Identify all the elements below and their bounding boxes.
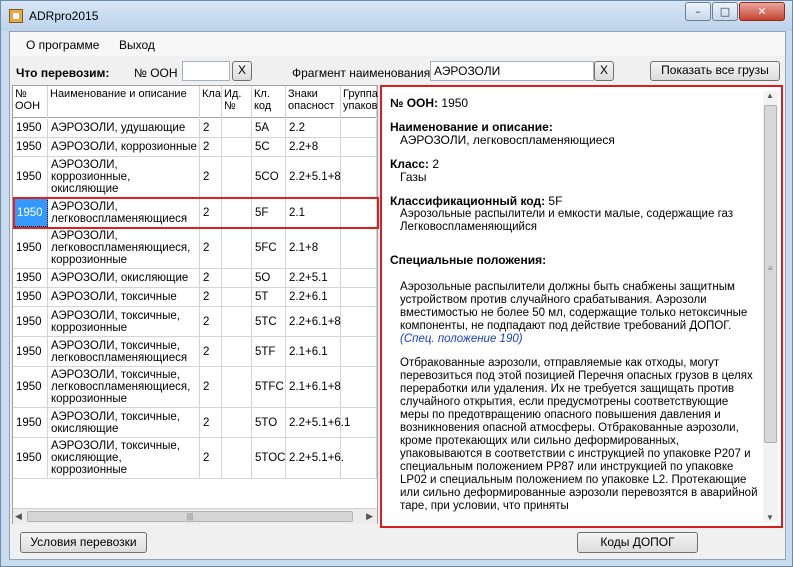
detail-class-label: Класс: bbox=[390, 157, 429, 171]
table-row[interactable] bbox=[13, 367, 377, 408]
cell-oon[interactable]: 1950 bbox=[13, 337, 48, 366]
detail-class-value: 2 bbox=[432, 157, 439, 171]
menu-exit[interactable]: Выход bbox=[119, 38, 155, 52]
cell-name[interactable]: АЭРОЗОЛИ, токсичные bbox=[48, 288, 200, 306]
cell-signs[interactable]: 2.2+5.1+6.1 bbox=[286, 408, 341, 437]
header-name[interactable]: Наименование и описание bbox=[48, 86, 200, 118]
scroll-right-icon[interactable]: ▶ bbox=[366, 511, 373, 521]
special-provision-link[interactable]: (Спец. положение 190) bbox=[400, 333, 523, 345]
adr-codes-button[interactable]: Коды ДОПОГ bbox=[577, 532, 698, 553]
clear-fragment-button[interactable]: X bbox=[594, 61, 614, 81]
detail-panel bbox=[380, 85, 783, 528]
cell-name[interactable]: АЭРОЗОЛИ, удушающие bbox=[48, 119, 200, 137]
menu-bar bbox=[10, 32, 785, 56]
scroll-down-icon[interactable]: ▼ bbox=[766, 513, 774, 522]
cell-code[interactable]: 5CO bbox=[252, 157, 286, 197]
cell-id[interactable] bbox=[222, 438, 252, 478]
cell-code[interactable]: 5T bbox=[252, 288, 286, 306]
detail-name-value: АЭРОЗОЛИ, легковоспламеняющиеся bbox=[400, 133, 615, 147]
cell-name[interactable]: АЭРОЗОЛИ, токсичные, легковоспламеняющиеся bbox=[48, 337, 200, 366]
cell-group[interactable] bbox=[341, 307, 377, 336]
cell-id[interactable] bbox=[222, 119, 252, 137]
cell-id[interactable] bbox=[222, 307, 252, 336]
cell-group[interactable] bbox=[341, 119, 377, 137]
table-row[interactable] bbox=[13, 307, 377, 337]
cell-group[interactable] bbox=[341, 288, 377, 306]
table-header bbox=[13, 86, 377, 118]
vertical-scroll-thumb[interactable] bbox=[764, 105, 777, 443]
cell-code[interactable]: 5F bbox=[252, 198, 286, 227]
cell-name[interactable]: АЭРОЗОЛИ, легковоспламеняющиеся, коррозионные bbox=[48, 228, 200, 268]
cell-id[interactable] bbox=[222, 288, 252, 306]
cell-signs[interactable]: 2.2+6.1+8 bbox=[286, 307, 341, 336]
cell-code[interactable]: 5TF bbox=[252, 337, 286, 366]
cell-oon[interactable]: 1950 bbox=[13, 408, 48, 437]
cell-oon[interactable]: 1950 bbox=[13, 228, 48, 268]
cell-group[interactable] bbox=[341, 337, 377, 366]
cell-class[interactable]: 2 bbox=[200, 367, 222, 407]
window-title: ADRpro2015 bbox=[29, 9, 99, 23]
transport-conditions-button[interactable]: Условия перевозки bbox=[20, 532, 147, 553]
cell-group[interactable] bbox=[341, 228, 377, 268]
clear-oon-button[interactable]: X bbox=[232, 61, 252, 81]
cell-id[interactable] bbox=[222, 367, 252, 407]
cell-oon[interactable]: 1950 bbox=[13, 198, 48, 227]
detail-code-desc: Аэрозольные распылители и емкости малые, содержащие газ Легковоспламеняющийся bbox=[400, 208, 734, 233]
table-row[interactable] bbox=[13, 138, 377, 157]
cell-class[interactable]: 2 bbox=[200, 337, 222, 366]
table-row[interactable] bbox=[13, 157, 377, 198]
cell-group[interactable] bbox=[341, 438, 377, 478]
cell-class[interactable]: 2 bbox=[200, 408, 222, 437]
cell-code[interactable]: 5TOC bbox=[252, 438, 286, 478]
title-bar[interactable] bbox=[1, 1, 792, 31]
header-id[interactable]: Ид. № bbox=[222, 86, 252, 118]
cell-class[interactable]: 2 bbox=[200, 307, 222, 336]
vertical-scrollbar[interactable] bbox=[763, 91, 778, 522]
what-label: Что перевозим: bbox=[16, 66, 110, 80]
table-row[interactable] bbox=[13, 119, 377, 138]
fragment-label: Фрагмент наименования bbox=[292, 66, 431, 80]
cell-oon[interactable]: 1950 bbox=[13, 119, 48, 137]
cell-code[interactable]: 5C bbox=[252, 138, 286, 156]
cell-oon[interactable]: 1950 bbox=[13, 307, 48, 336]
table-row[interactable] bbox=[13, 228, 377, 269]
cell-group[interactable] bbox=[341, 269, 377, 287]
cell-name[interactable]: АЭРОЗОЛИ, токсичные, окисляющие bbox=[48, 408, 200, 437]
cell-signs[interactable]: 2.1+6.1+8 bbox=[286, 367, 341, 407]
header-oon[interactable]: № ООН bbox=[13, 86, 48, 118]
cell-code[interactable]: 5TC bbox=[252, 307, 286, 336]
cell-signs[interactable]: 2.2+8 bbox=[286, 138, 341, 156]
cell-class[interactable]: 2 bbox=[200, 228, 222, 268]
menu-about[interactable]: О программе bbox=[26, 38, 100, 52]
cell-name[interactable]: АЭРОЗОЛИ, коррозионные bbox=[48, 138, 200, 156]
cell-signs[interactable]: 2.1+6.1 bbox=[286, 337, 341, 366]
cell-signs[interactable]: 2.1 bbox=[286, 198, 341, 227]
cell-group[interactable] bbox=[341, 408, 377, 437]
header-group[interactable]: Группа упаков bbox=[341, 86, 377, 118]
maximize-button[interactable]: □ bbox=[712, 2, 738, 21]
cell-group[interactable] bbox=[341, 198, 377, 227]
cell-oon[interactable]: 1950 bbox=[13, 269, 48, 287]
cell-oon[interactable]: 1950 bbox=[13, 288, 48, 306]
table-row[interactable] bbox=[13, 337, 377, 367]
cell-name[interactable]: АЭРОЗОЛИ, окисляющие bbox=[48, 269, 200, 287]
app-icon bbox=[9, 9, 23, 23]
cell-code[interactable]: 5O bbox=[252, 269, 286, 287]
cell-code[interactable]: 5TO bbox=[252, 408, 286, 437]
cell-oon[interactable]: 1950 bbox=[13, 157, 48, 197]
scroll-thumb[interactable]: ||| bbox=[27, 511, 353, 522]
cell-group[interactable] bbox=[341, 157, 377, 197]
cargo-table[interactable] bbox=[12, 85, 378, 524]
show-all-button[interactable]: Показать все грузы bbox=[650, 61, 780, 81]
oon-input[interactable] bbox=[182, 61, 230, 81]
detail-text bbox=[390, 97, 760, 513]
cell-id[interactable] bbox=[222, 228, 252, 268]
special-paragraph-2: Отбракованные аэрозоли, отправляемые как отходы, могут перевозиться под этой позицией Перечня опасных грузов в целях переработки или удаления. Их не требуется защищать против случайного открытия, если предусмотрены соответствующие меры по предотвращению опасного повышения давления и возникновения опасной атмосферы. Отбракованные аэрозоли, кроме протекающих или сильно деформированных, упаковываются в соответствии с инструкцией по упаковке P207 и специальным положением PP87 или инструкцией по упаковке LP02 и специальным положением по упаковке L2. Протекающие или сильно деформированные аэрозоли перевозятся в аварийной таре, при условии, что приняты bbox=[400, 357, 758, 512]
table-row[interactable] bbox=[13, 198, 377, 228]
table-row[interactable] bbox=[13, 288, 377, 307]
cell-class[interactable]: 2 bbox=[200, 269, 222, 287]
minimize-button[interactable]: – bbox=[685, 2, 711, 21]
detail-special-label: Специальные положения: bbox=[390, 253, 547, 267]
cell-id[interactable] bbox=[222, 138, 252, 156]
cell-class[interactable]: 2 bbox=[200, 138, 222, 156]
cell-oon[interactable]: 1950 bbox=[13, 138, 48, 156]
detail-name-label: Наименование и описание: bbox=[390, 120, 553, 134]
cell-id[interactable] bbox=[222, 269, 252, 287]
cell-group[interactable] bbox=[341, 367, 377, 407]
cell-oon[interactable]: 1950 bbox=[13, 438, 48, 478]
cell-signs[interactable]: 2.2+5.1 bbox=[286, 269, 341, 287]
cell-group[interactable] bbox=[341, 138, 377, 156]
cell-class[interactable]: 2 bbox=[200, 438, 222, 478]
cell-class[interactable]: 2 bbox=[200, 198, 222, 227]
header-signs[interactable]: Знаки опасност bbox=[286, 86, 341, 118]
cell-id[interactable] bbox=[222, 198, 252, 227]
cell-code[interactable]: 5A bbox=[252, 119, 286, 137]
grip-icon: ≡ bbox=[768, 264, 773, 273]
detail-code-label: Классификационный код: bbox=[390, 194, 546, 208]
cell-id[interactable] bbox=[222, 157, 252, 197]
table-row[interactable] bbox=[13, 408, 377, 438]
cell-oon[interactable]: 1950 bbox=[13, 367, 48, 407]
detail-oon-value: 1950 bbox=[441, 96, 469, 110]
cell-name[interactable]: АЭРОЗОЛИ, легковоспламеняющиеся bbox=[48, 198, 200, 227]
cell-code[interactable]: 5TFC bbox=[252, 367, 286, 407]
cell-name[interactable]: АЭРОЗОЛИ, коррозионные, окисляющие bbox=[48, 157, 200, 197]
cell-name[interactable]: АЭРОЗОЛИ, токсичные, коррозионные bbox=[48, 307, 200, 336]
table-row[interactable] bbox=[13, 438, 377, 479]
cell-class[interactable]: 2 bbox=[200, 288, 222, 306]
cell-id[interactable] bbox=[222, 337, 252, 366]
cell-id[interactable] bbox=[222, 408, 252, 437]
cell-signs[interactable]: 2.2+6.1 bbox=[286, 288, 341, 306]
cell-signs[interactable]: 2.2+5.1+8 bbox=[286, 157, 341, 197]
cell-code[interactable]: 5FC bbox=[252, 228, 286, 268]
client-area bbox=[9, 31, 786, 560]
cell-name[interactable]: АЭРОЗОЛИ, токсичные, окисляющие, коррозионные bbox=[48, 438, 200, 478]
horizontal-scrollbar[interactable] bbox=[13, 508, 377, 524]
cell-name[interactable]: АЭРОЗОЛИ, токсичные, легковоспламеняющиеся, коррозионные bbox=[48, 367, 200, 407]
detail-class-desc: Газы bbox=[400, 170, 427, 184]
scroll-left-icon[interactable]: ◀ bbox=[15, 511, 22, 521]
cell-class[interactable]: 2 bbox=[200, 157, 222, 197]
scroll-up-icon[interactable]: ▲ bbox=[766, 91, 774, 100]
close-button[interactable]: ✕ bbox=[739, 2, 785, 21]
detail-code-value: 5F bbox=[548, 194, 563, 208]
fragment-input[interactable] bbox=[430, 61, 594, 81]
cell-signs[interactable]: 2.2+5.1+6. bbox=[286, 438, 341, 478]
cell-signs[interactable]: 2.1+8 bbox=[286, 228, 341, 268]
special-paragraph-1: Аэрозольные распылители должны быть снабжены защитным устройством против случайного срабатывания. Аэрозоли вместимостью не более 50 мл, содержащие только нетоксичные компоненты, не подпадают под действие требований ДОПОГ. bbox=[400, 281, 748, 332]
cell-class[interactable]: 2 bbox=[200, 119, 222, 137]
table-row[interactable] bbox=[13, 269, 377, 288]
header-code[interactable]: Кл. код bbox=[252, 86, 286, 118]
oon-label: № ООН bbox=[134, 66, 178, 80]
cell-signs[interactable]: 2.2 bbox=[286, 119, 341, 137]
detail-oon-label: № ООН: bbox=[390, 96, 439, 110]
header-class[interactable]: Кла bbox=[200, 86, 222, 118]
